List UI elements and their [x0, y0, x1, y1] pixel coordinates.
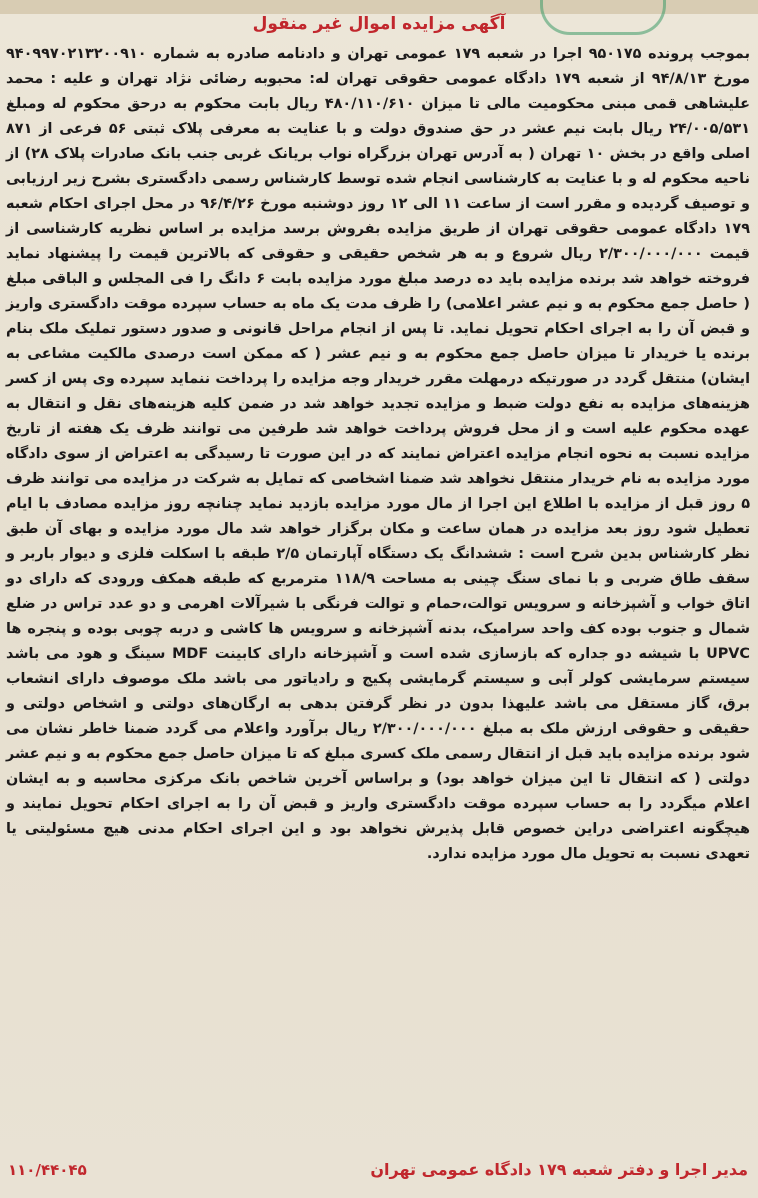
notice-code: ۱۱۰/۴۴۰۴۵ [8, 1160, 87, 1179]
notice-signature: مدیر اجرا و دفتر شعبه ۱۷۹ دادگاه عمومی تهران [370, 1160, 748, 1179]
notice-footer [8, 1160, 748, 1179]
notice-body: بموجب پرونده ۹۵۰۱۷۵ اجرا در شعبه ۱۷۹ عمومی تهران و دادنامه صادره به شماره ۹۴۰۹۹۷۰۲۱۳۲۰۰۹۱۰ مورخ ۹۴/۸/۱۳ از شعبه ۱۷۹ دادگاه عمومی حقوقی تهران له: محبوبه رضائی نژاد تهران و علیه : محمد علیشاهی قمی مبنی محکومیت مالی تا میزان ۴۸۰/۱۱۰/۶۱۰ ریال بابت محکوم به درحق محکوم له ومبلغ ۲۴/۰۰۵/۵۳۱ ریال بابت نیم عشر در حق صندوق دولت و با عنایت به معرفی پلاک ثبتی ۵۶ فرعی از ۸۷۱ اصلی واقع در بخش ۱۰ تهران ( به آدرس تهران بزرگراه نواب بریانک غربی جنب بانک صادرات پلاک ۲۸) از ناحیه محکوم له و با عنایت به کارشناسی انجام شده توسط کارشناس رسمی دادگستری بشرح زیر ارزیابی و توصیف گردیده و مقرر است از ساعت ۱۱ الی ۱۲ روز دوشنبه مورخ ۹۶/۴/۲۶ در محل اجرای احکام شعبه ۱۷۹ دادگاه عمومی حقوقی تهران از طریق مزایده بفروش برسد مزایده بر اساس نظریه کارشناسی از قیمت ۲/۳۰۰/۰۰۰/۰۰۰ ریال شروع و به هر شخص حقیقی و حقوقی که بالاترین قیمت را پیشنهاد نماید فروخته خواهد شد برنده مزایده باید ده درصد مبلغ مورد مزایده بابت ۶ دانگ را فی المجلس و الباقی مبلغ ( حاصل جمع محکوم به و نیم عشر اعلامی) را ظرف مدت یک ماه به حساب سپرده موقت دادگستری واریز و قبض آن را به اجرای احکام تحویل نماید. تا پس از انجام مراحل قانونی و صدور دستور تملیک ملک بنام برنده یا خریدار تا میزان حاصل جمع محکوم به و نیم عشر ( که ممکن است درصدی مالکیت مشاعی به ایشان) منتقل گردد در صورتیکه درمهلت مقرر خریدار وجه مزایده را پرداخت ننماید سپرده وی پس از کسر هزینه‌های مزایده به نفع دولت ضبط و مزایده تجدید خواهد شد در ضمن کلیه هزینه‌های نقل و انتقال به عهده محکوم علیه است و از محل فروش پرداخت خواهد شد طرفین می توانند ظرف یک هفته از تاریخ مزایده نسبت به نحوه انجام مزایده اعتراض نمایند که در این صورت تا رسیدگی به اعتراض از سوی دادگاه مورد مزایده به نام خریدار منتقل نخواهد شد ضمنا اشخاصی که تمایل به شرکت در مزایده می توانند ظرف ۵ روز قبل از مزایده با اطلاع این اجرا از مال مورد مزایده بازدید نماید چنانچه روز مزایده مصادف با ایام تعطیل شود روز بعد مزایده در همان ساعت و مکان برگزار خواهد شد مال مورد مزایده و بهای آن طبق نظر کارشناس بدین شرح است : ششدانگ یک دستگاه آپارتمان ۲/۵ طبقه با اسکلت فلزی و دیوار باربر و سقف طاق ضربی و با نمای سنگ چینی به مساحت ۱۱۸/۹ مترمربع که طبقه همکف ورودی که دارای دو اتاق خواب و آشپزخانه و سرویس توالت،حمام و توالت فرنگی با شیرآلات اهرمی و دو عدد تراس در ضلع شمال و جنوب بوده کف واحد سرامیک، بدنه آشپزخانه و سرویس ها کاشی و دربه چوبی بوده و پنجره ها UPVC با شیشه دو جداره که بازسازی شده است و آشپزخانه دارای کابینت MDF سینگ و هود می باشد سیستم سرمایشی کولر آبی و سیستم گرمایشی پکیج و رادیاتور می باشد ملک موصوف دارای انشعاب برق، گاز مستقل می باشد علیهذا بدون در نظر گرفتن بدهی به ارگان‌های دولتی و اشخاص دولتی و حقیقی و حقوقی ارزش ملک به مبلغ ۲/۳۰۰/۰۰۰/۰۰۰ ریال برآورد واعلام می گردد ضمنا خاطر نشان می شود برنده مزایده باید قبل از انتقال رسمی ملک کسری مبلغ که تا میزان حاصل جمع محکوم به و نیم عشر دولتی ( که انتقال تا این میزان خواهد بود) و براساس آخرین شاخص بانک مرکزی محاسبه و به ایشان اعلام میگردد را به حساب سپرده موقت دادگستری واریز و قبض آن را به اجرای احکام تحویل نمایند و هیچگونه اعتراضی دراین خصوص قابل پذیرش نخواهد بود و این اجرای احکام مدنی هیچ مسئولیتی یا تعهدی نسبت به تحویل مال مورد مزایده ندارد. [6, 46, 751, 862]
notice-title: آگهی مزایده اموال غیر منقول [252, 14, 506, 34]
